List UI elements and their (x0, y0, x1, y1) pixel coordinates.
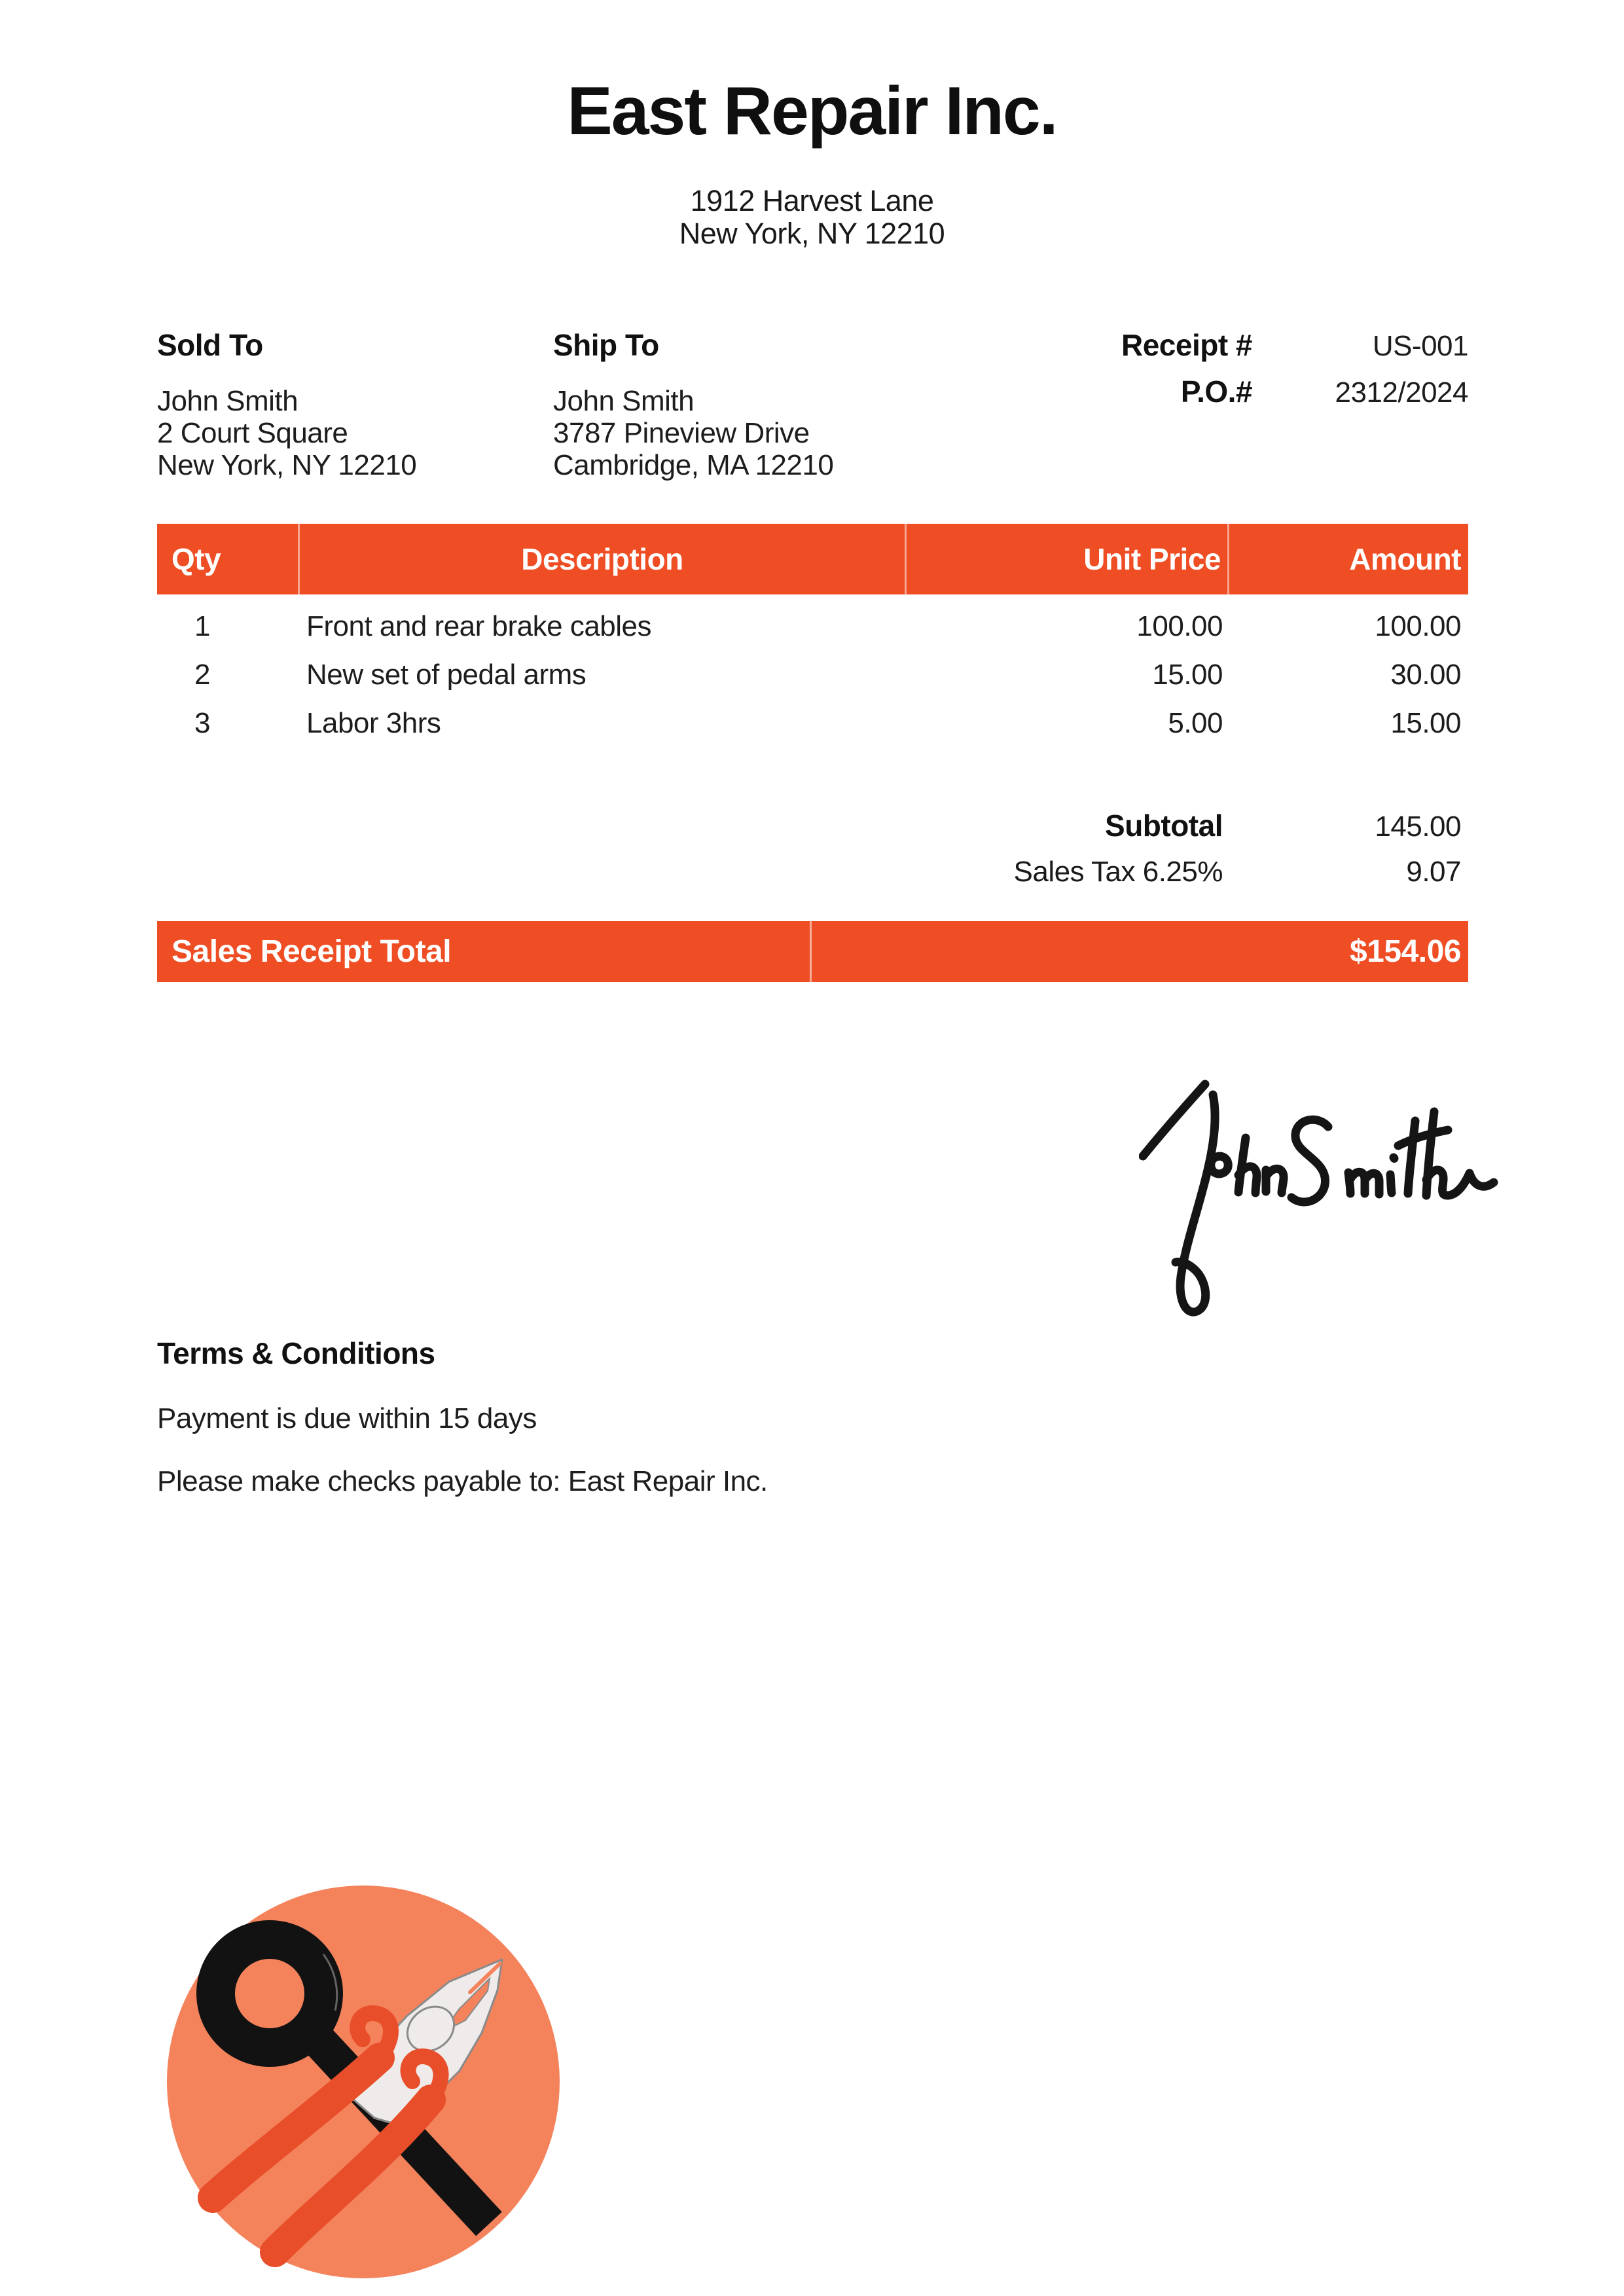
sales-receipt-total-bar (157, 921, 1468, 982)
total-bar-label: Sales Receipt Total (157, 921, 812, 982)
totals-section (157, 808, 1468, 901)
sold-to-city: New York, NY 12210 (157, 449, 417, 481)
ship-to-street: 3787 Pineview Drive (553, 417, 810, 449)
table-row (157, 602, 1468, 651)
sold-to-street: 2 Court Square (157, 417, 348, 449)
cell-qty: 1 (194, 610, 210, 642)
cell-unit-price: 100.00 (1136, 610, 1223, 642)
sales-tax-value: 9.07 (1406, 856, 1461, 888)
terms-line-payment: Payment is due within 15 days (157, 1402, 537, 1434)
cell-amount: 100.00 (1375, 610, 1461, 642)
po-number-value: 2312/2024 (1335, 376, 1468, 409)
cell-description: New set of pedal arms (306, 659, 586, 691)
tape-and-pliers-icon (164, 1882, 563, 2282)
company-logo (164, 1882, 563, 2282)
ship-to-label: Ship To (553, 328, 659, 362)
receipt-number-value: US-001 (1372, 330, 1468, 362)
company-address-line1: 1912 Harvest Lane (690, 184, 934, 217)
terms-heading: Terms & Conditions (157, 1336, 435, 1370)
ship-to-city: Cambridge, MA 12210 (553, 449, 834, 481)
cell-unit-price: 5.00 (1168, 707, 1223, 739)
sales-tax-label: Sales Tax 6.25% (1013, 856, 1223, 888)
company-address-line2: New York, NY 12210 (679, 217, 945, 250)
cell-description: Labor 3hrs (306, 707, 441, 739)
po-number-label: P.O.# (1180, 374, 1252, 409)
ship-to-section (553, 327, 972, 481)
items-table (157, 524, 1468, 748)
company-name: East Repair Inc. (567, 73, 1057, 149)
cell-amount: 15.00 (1390, 707, 1461, 739)
sold-to-label: Sold To (157, 328, 263, 362)
col-header-description: Description (300, 524, 907, 594)
sold-to-section (157, 327, 524, 481)
cell-description: Front and rear brake cables (306, 610, 652, 642)
po-number-row (1047, 374, 1468, 409)
sold-to-name: John Smith (157, 385, 298, 417)
cell-qty: 3 (194, 707, 210, 739)
signature-graphic (1139, 1061, 1506, 1322)
terms-section (157, 1336, 1204, 1528)
company-address (0, 185, 1624, 250)
cell-qty: 2 (194, 659, 210, 691)
ship-to-name: John Smith (553, 385, 695, 417)
cell-unit-price: 15.00 (1152, 659, 1223, 691)
cell-amount: 30.00 (1390, 659, 1461, 691)
receipt-number-row (1047, 327, 1468, 363)
table-row (157, 651, 1468, 699)
total-bar-value: $154.06 (1349, 934, 1461, 969)
signature-john-smith (1139, 1061, 1506, 1322)
subtotal-value: 145.00 (1375, 811, 1461, 843)
receipt-meta (1047, 327, 1468, 420)
col-header-qty: Qty (157, 524, 300, 594)
terms-line-checks: Please make checks payable to: East Repair Inc. (157, 1465, 768, 1497)
receipt-number-label: Receipt # (1121, 328, 1252, 362)
items-table-body (157, 594, 1468, 748)
table-row (157, 699, 1468, 748)
subtotal-label: Subtotal (1105, 809, 1223, 843)
sales-tax-row (157, 856, 1468, 888)
items-table-header (157, 524, 1468, 594)
col-header-unit-price: Unit Price (907, 524, 1229, 594)
col-header-amount: Amount (1349, 542, 1461, 576)
subtotal-row (157, 808, 1468, 843)
